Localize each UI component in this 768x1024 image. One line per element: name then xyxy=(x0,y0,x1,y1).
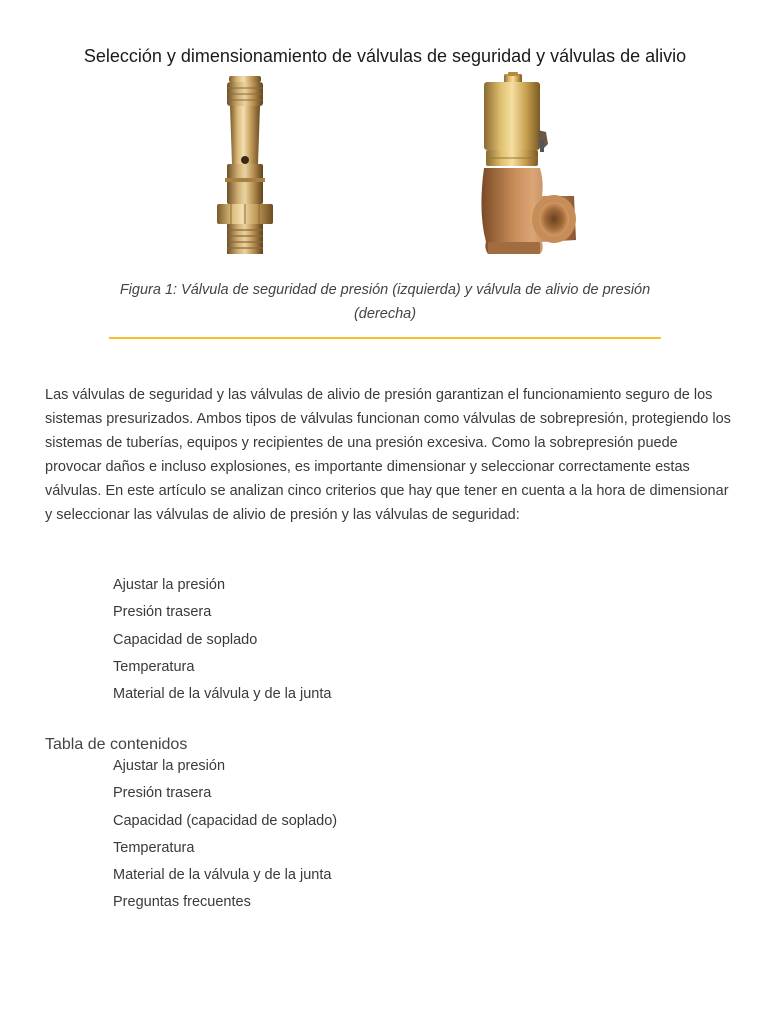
toc-link-back-pressure[interactable]: Presión trasera xyxy=(113,785,212,802)
criteria-item-material: Material de la válvula y de la junta xyxy=(113,686,332,703)
criteria-item-blowoff-capacity: Capacidad de soplado xyxy=(113,631,258,648)
page-title: Selección y dimensionamiento de válvulas de seguridad y válvulas de alivio xyxy=(83,46,687,66)
figure xyxy=(0,72,768,262)
toc-link-faq[interactable]: Preguntas frecuentes xyxy=(113,894,251,911)
toc-heading: Tabla de contenidos xyxy=(45,736,188,753)
toc-link-temperature[interactable]: Temperatura xyxy=(113,839,195,856)
caption-divider xyxy=(109,337,661,339)
relief-valve-image xyxy=(470,72,590,258)
figure-caption: Figura 1: Válvula de seguridad de presión (izquierda) y válvula de alivio de presión (derecha) xyxy=(119,282,651,322)
table-of-contents xyxy=(113,753,337,917)
toc-link-capacity[interactable]: Capacidad (capacidad de soplado) xyxy=(113,812,338,829)
criteria-list xyxy=(113,572,331,708)
criteria-item-back-pressure: Presión trasera xyxy=(113,604,212,621)
criteria-item-temperature: Temperatura xyxy=(113,658,195,675)
safety-valve-image xyxy=(205,74,285,258)
intro-paragraph: Las válvulas de seguridad y las válvulas de alivio de presión garantizan el funcionamiento seguro de los sistemas presurizados. Ambos tipos de válvulas funcionan como válvulas de sobrepresión, protegiendo los sistemas de tuberías, equipos y recipientes de una presión excesiva. Como la sobrepresión puede provocar daños e incluso explosiones, es importante dimensionar y seleccionar correctamente estas válvulas. En este artículo se analizan cinco criterios que hay que tener en cuenta a la hora de dimensionar y seleccionar las válvulas de alivio de presión y las válvulas de seguridad: xyxy=(45,387,731,523)
toc-link-set-pressure[interactable]: Ajustar la presión xyxy=(113,758,226,774)
toc-link-material[interactable]: Material de la válvula y de la junta xyxy=(113,867,332,884)
criteria-item-set-pressure: Ajustar la presión xyxy=(113,577,226,593)
